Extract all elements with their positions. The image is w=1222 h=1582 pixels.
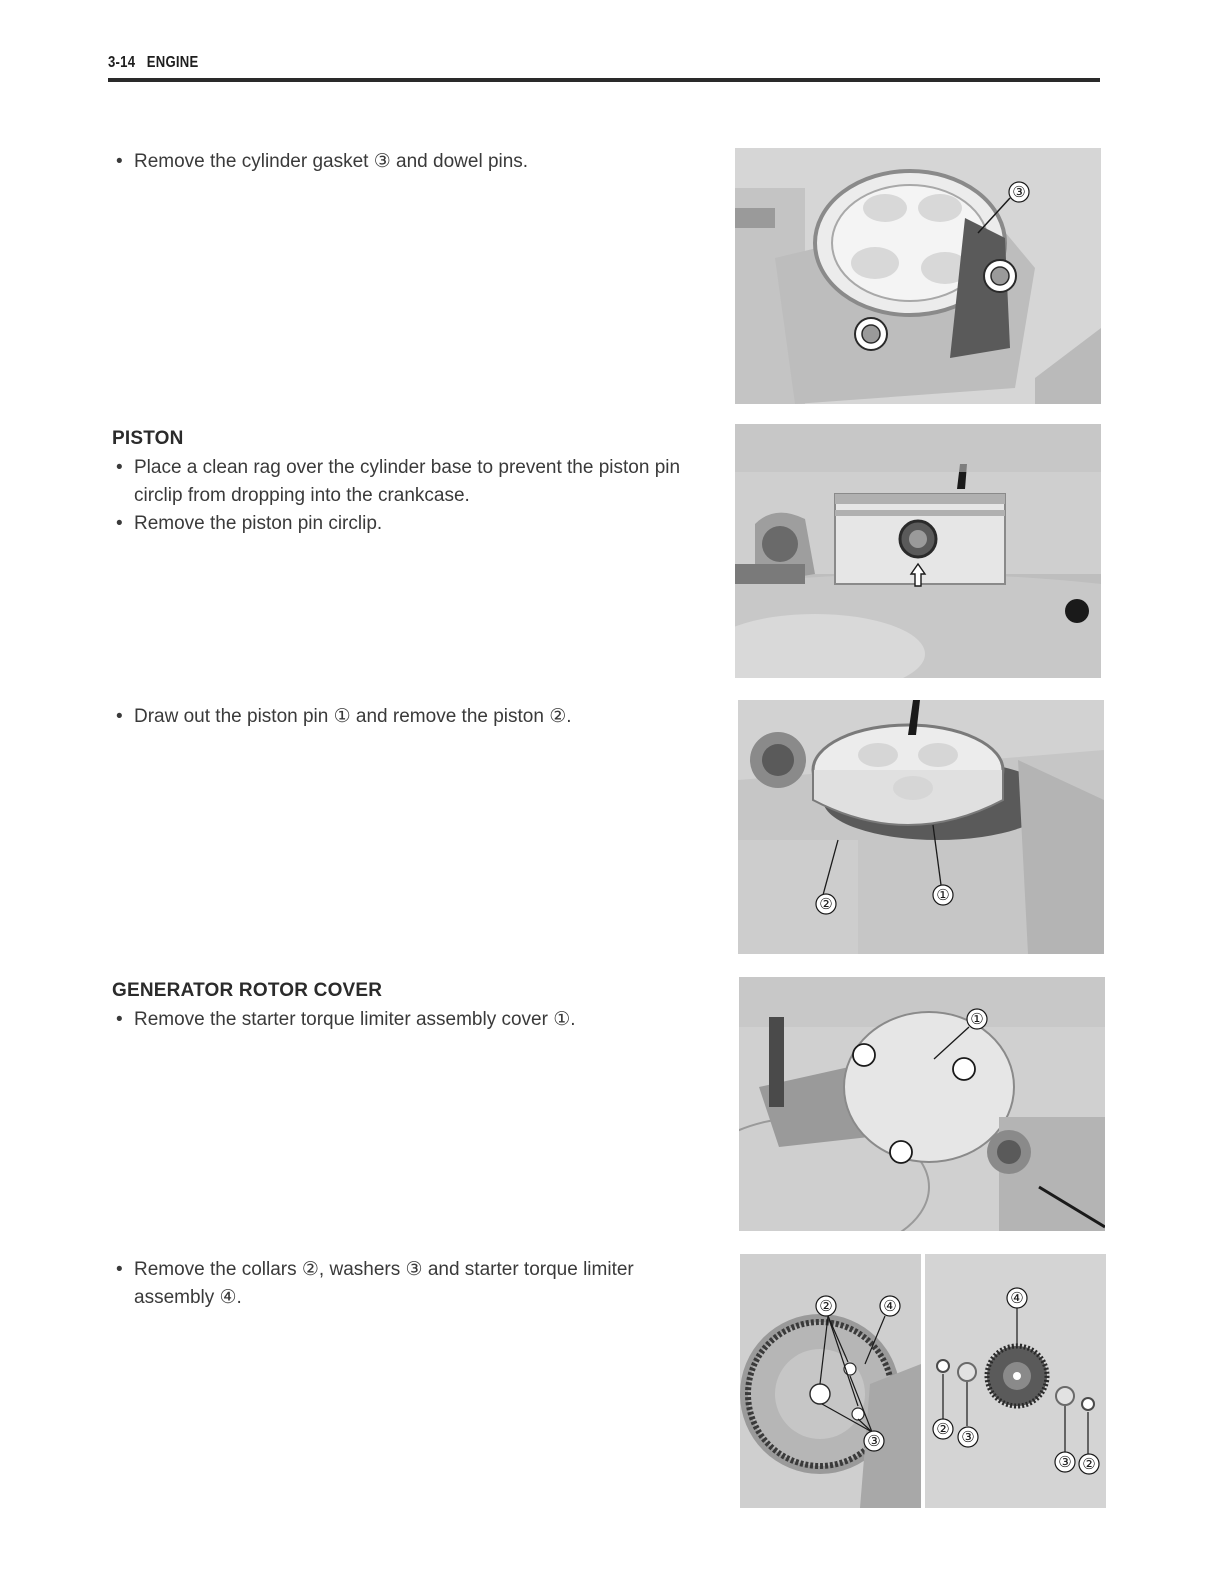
callout-label: ③	[867, 1432, 881, 1450]
callout-label: ②	[1082, 1455, 1096, 1473]
section-heading: PISTON	[112, 428, 184, 449]
step-text: • Remove the piston pin circlip.	[112, 510, 712, 538]
callout-label: ②	[819, 1297, 833, 1315]
section-heading: GENERATOR ROTOR COVER	[112, 980, 383, 1001]
step-text: • Remove the collars ②, washers ③ and starter torque limiter assembly ④.	[112, 1256, 712, 1312]
callout-label: ①	[936, 886, 950, 904]
callout-label: ④	[883, 1297, 897, 1315]
step-text: • Remove the cylinder gasket ③ and dowel pins.	[112, 148, 712, 176]
photo-cylinder-gasket	[735, 148, 1101, 404]
photo-limiter-cover	[739, 977, 1105, 1231]
callout-label: ③	[1058, 1453, 1072, 1471]
photo-collars-left	[740, 1254, 921, 1508]
section-generator-rotor-cover	[112, 980, 712, 1034]
step-text: • Remove the starter torque limiter assembly cover ①.	[112, 1006, 712, 1034]
step-text: • Draw out the piston pin ① and remove the piston ②.	[112, 703, 712, 731]
photo-piston-removal	[738, 700, 1104, 954]
callout-label: ②	[936, 1420, 950, 1438]
callout-label: ③	[1012, 183, 1026, 201]
photo-collars-right	[925, 1254, 1106, 1508]
page-header	[108, 54, 1100, 82]
callout-label: ④	[1010, 1289, 1024, 1307]
callout-label: ①	[970, 1010, 984, 1028]
photo-piston-circlip	[735, 424, 1101, 678]
step-collars	[112, 1256, 712, 1312]
callout-label: ③	[961, 1428, 975, 1446]
header-text	[108, 54, 210, 72]
header-rule	[108, 78, 1100, 82]
step-text: • Place a clean rag over the cylinder base to prevent the piston pin circlip from dropping into the crankcase.	[112, 454, 712, 510]
step-cylinder-gasket	[112, 148, 712, 176]
page-number: 3-14	[108, 54, 136, 71]
section-title: ENGINE	[146, 54, 199, 71]
section-piston	[112, 428, 712, 538]
callout-label: ②	[819, 895, 833, 913]
step-piston-pin	[112, 703, 712, 731]
